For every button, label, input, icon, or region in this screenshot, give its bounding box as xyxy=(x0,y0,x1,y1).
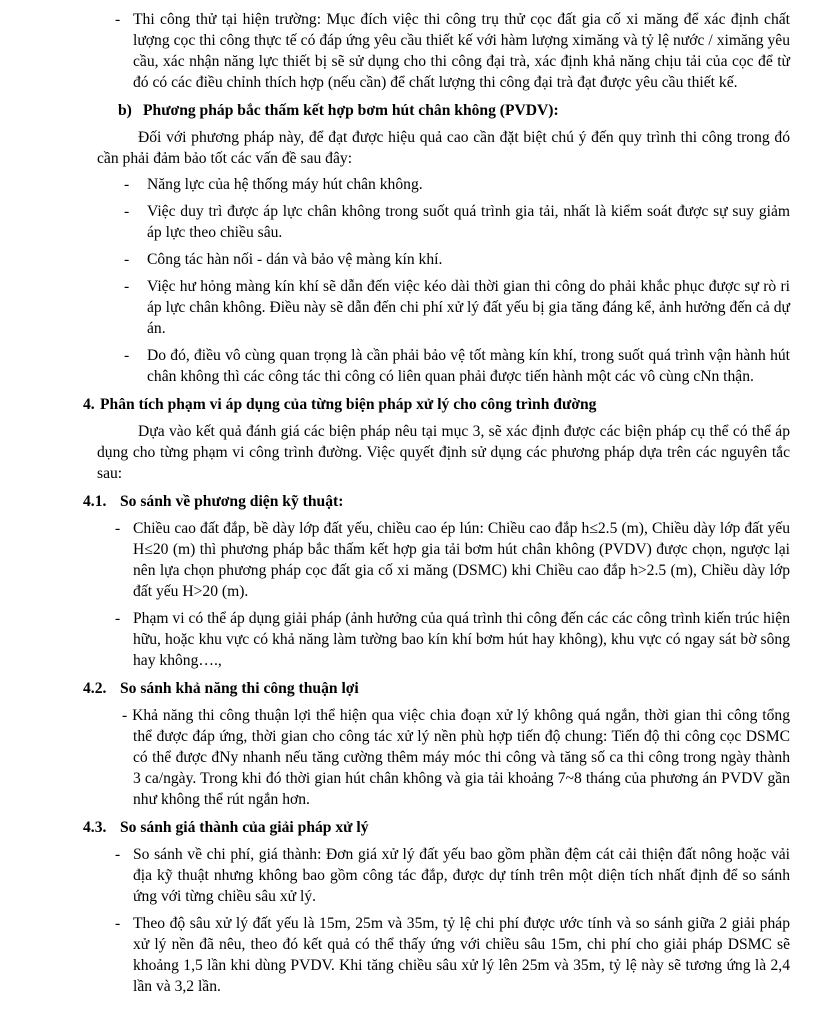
heading-text: So sánh giá thành của giải pháp xử lý xyxy=(120,819,369,836)
bullet-dash: - xyxy=(124,203,130,220)
bullet-text: Thi công thử tại hiện trường: Mục đích việc thi công trụ thử cọc đất gia cố xi măng để xác định chất lượng cọc thi công thực tế có đáp ứng yêu cầu thiết kế với hàm lượng ximăng và tỷ lệ nước / ximăng yêu cầu, xác nhận năng lực thiết bị sẽ sử dụng cho thi công đại trà, xác định khả năng chịu tải của cọc để từ đó có các điều chỉnh thích hợp (nếu cần) để chất lượng thi công đại trà đạt được yêu cầu thiết kế. xyxy=(133,11,790,91)
bullet-item xyxy=(124,201,790,243)
method-heading xyxy=(118,100,790,121)
heading-text: Phương pháp bắc thấm kết hợp bơm hút chân không (PVDV): xyxy=(143,102,559,119)
subsection-heading xyxy=(83,491,790,512)
paragraph: Dựa vào kết quả đánh giá các biện pháp nêu tại mục 3, sẽ xác định được các biện pháp cụ thể có thể áp dụng cho từng phạm vi công trình đường. Việc quyết định sử dụng các phương pháp dựa trên các nguyên tắc sau: xyxy=(97,423,790,482)
bullet-text: Việc duy trì được áp lực chân không trong suốt quá trình gia tải, nhất là kiểm soát được sự suy giảm áp lực theo chiều sâu. xyxy=(147,203,790,241)
heading-number: 4. xyxy=(83,396,95,413)
heading-text: So sánh khả năng thi công thuận lợi xyxy=(120,680,359,697)
heading-number: b) xyxy=(118,102,132,119)
bullet-text: Việc hư hỏng màng kín khí sẽ dẫn đến việc kéo dài thời gian thi công do phải khắc phục được sự rò ri áp lực chân không. Điều này sẽ dẫn đến chi phí xử lý đất yếu bị gia tăng đáng kể, ảnh hưởng đến cả dự án. xyxy=(147,278,790,337)
heading-text: Phân tích phạm vi áp dụng của từng biện pháp xử lý cho công trình đường xyxy=(100,396,597,413)
bullet-item xyxy=(124,345,790,387)
bullet-dash: - xyxy=(124,176,130,193)
document-body xyxy=(83,9,790,997)
heading-number: 4.3. xyxy=(83,819,107,836)
bullet-dash: - xyxy=(115,11,121,28)
bullet-item xyxy=(124,276,790,339)
bullet-dash: - xyxy=(115,846,121,863)
bullet-item xyxy=(115,608,790,671)
bullet-dash: - xyxy=(115,520,121,537)
bullet-text: So sánh về chi phí, giá thành: Đơn giá xử lý đất yếu bao gồm phần đệm cát cải thiện đất nông hoặc vải địa kỹ thuật nhưng không bao gồm công tác đắp, được dự tính trên một diện tích nhất định để so sánh ứng với từng chiều sâu xử lý. xyxy=(133,846,790,905)
section-heading xyxy=(83,394,790,415)
bullet-item xyxy=(115,844,790,907)
subsection-heading xyxy=(83,817,790,838)
subsection-heading xyxy=(83,678,790,699)
heading-text: So sánh về phương diện kỹ thuật: xyxy=(120,493,344,510)
bullet-item xyxy=(124,249,790,270)
bullet-text: Chiều cao đất đắp, bề dày lớp đất yếu, chiều cao ép lún: Chiều cao đắp h≤2.5 (m), Chiều dày lớp đất yếu H≤20 (m) thì phương pháp bắc thấm kết hợp gia tải bơm hút chân không (PVDV) được chọn, ngược lại nên lựa chọn phương pháp cọc đất gia cố xi măng (DSMC) khi Chiều cao đắp h>2.5 (m), Chiều dày lớp đất yếu H>20 (m). xyxy=(133,520,790,600)
bullet-text: Theo độ sâu xử lý đất yếu là 15m, 25m và 35m, tỷ lệ chi phí được ước tính và so sánh giữa 2 giải pháp xử lý nền đã nêu, theo đó kết quả có thể thấy ứng với chiều sâu 15m, chi phí cho giải pháp DSMC sẽ khoảng 1,5 lần khi dùng PVDV. Khi tăng chiều sâu xử lý lên 25m và 35m, tỷ lệ này sẽ tương ứng là 2,4 lần và 3,2 lần. xyxy=(133,915,790,995)
bullet-item xyxy=(124,174,790,195)
bullet-dash: - xyxy=(124,251,130,268)
bullet-text: Công tác hàn nối - dán và bảo vệ màng kín khí. xyxy=(147,251,443,268)
bullet-dash: - xyxy=(115,915,121,932)
dash-paragraph: - Khả năng thi công thuận lợi thể hiện qua việc chia đoạn xử lý không quá ngắn, thời gian thi công tổng thể được đáp ứng, thời gian cho công tác xử lý nền phù hợp tiến độ chung: Tiến độ thi công cọc DSMC có thể được đNy nhanh nếu tăng cường thêm máy móc thi công và tăng số ca thi công trong ngày thành 3 ca/ngày. Trong khi đó thời gian hút chân không và gia tải khoảng 7~8 tháng của phương án PVDV gần như không thể rút ngắn hơn. xyxy=(122,707,790,808)
bullet-dash: - xyxy=(124,347,130,364)
bullet-item xyxy=(115,913,790,997)
bullet-text: Do đó, điều vô cùng quan trọng là cần phải bảo vệ tốt màng kín khí, trong suốt quá trình vận hành hút chân không thì các công tác thi công có liên quan phải được tiến hành một các vô cùng cNn thận. xyxy=(147,347,790,385)
bullet-dash: - xyxy=(115,610,121,627)
bullet-item xyxy=(115,518,790,602)
bullet-dash: - xyxy=(124,278,130,295)
bullet-text: Phạm vi có thể áp dụng giải pháp (ảnh hưởng của quá trình thi công đến các các công trình kiến trúc hiện hữu, hoặc khu vực có khả năng làm tường bao kín khí bơm hút hay không), khu vực có ngay sát bờ sông hay không…., xyxy=(133,610,790,669)
paragraph: Đối với phương pháp này, để đạt được hiệu quả cao cần đặt biệt chú ý đến quy trình thi công trong đó cần phải đảm bảo tốt các vấn đề sau đây: xyxy=(97,129,790,167)
bullet-item xyxy=(115,9,790,93)
heading-number: 4.1. xyxy=(83,493,107,510)
bullet-text: Năng lực của hệ thống máy hút chân không. xyxy=(147,176,423,193)
heading-number: 4.2. xyxy=(83,680,107,697)
